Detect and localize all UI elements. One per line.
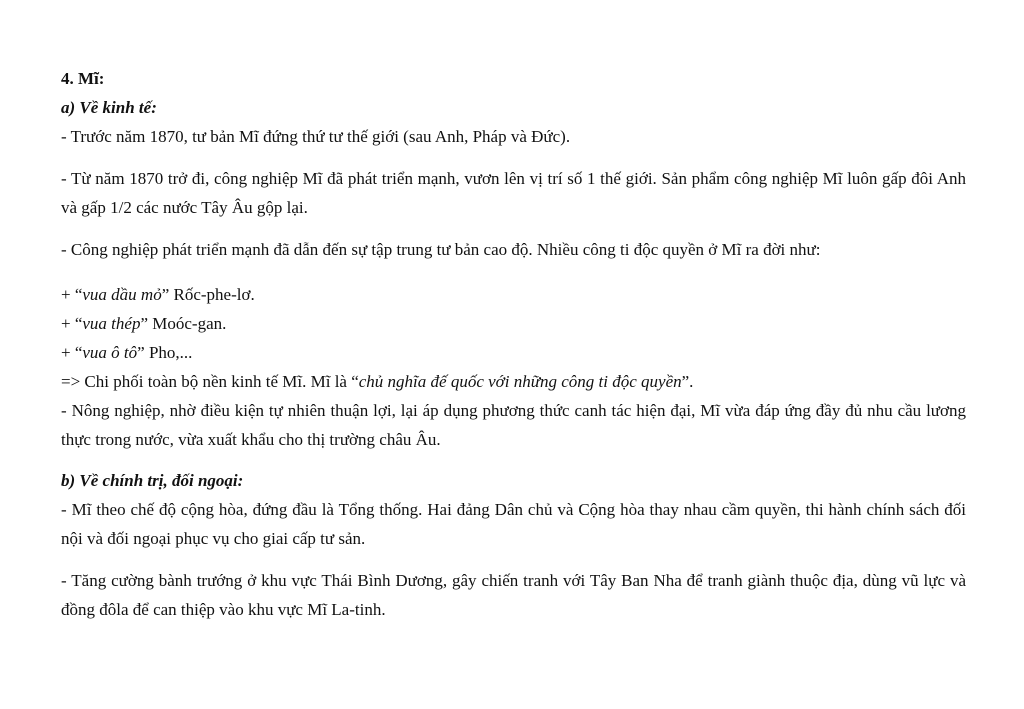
list-item-suffix: ” Moóc-gan. bbox=[140, 314, 227, 333]
monopoly-list bbox=[61, 280, 966, 367]
economy-conclusion bbox=[61, 367, 966, 396]
politics-paragraph-1: - Mĩ theo chế độ cộng hòa, đứng đầu là Tổng thống. Hai đảng Dân chủ và Cộng hòa thay nhau cầm quyền, thi hành chính sách đối nội và đối ngoại phục vụ cho giai cấp tư sản. bbox=[61, 500, 966, 548]
list-item-italic: vua dầu mỏ bbox=[82, 285, 162, 304]
list-item-prefix: + “ bbox=[61, 343, 83, 362]
economy-paragraph-3: - Công nghiệp phát triển mạnh đã dẫn đến sự tập trung tư bản cao độ. Nhiều công ti độc quyền ở Mĩ ra đời như: bbox=[61, 240, 821, 259]
politics-heading: b) Về chính trị, đối ngoại: bbox=[61, 471, 244, 490]
list-item bbox=[61, 280, 966, 309]
list-item-prefix: + “ bbox=[61, 314, 83, 333]
list-item-suffix: ” Rốc-phe-lơ. bbox=[161, 285, 255, 304]
section-title: 4. Mĩ: bbox=[61, 69, 105, 88]
list-item bbox=[61, 338, 966, 367]
conclusion-italic: chủ nghĩa đế quốc với những công ti độc quyền bbox=[358, 372, 682, 391]
conclusion-suffix: ”. bbox=[681, 372, 694, 391]
document-page bbox=[61, 64, 966, 624]
economy-paragraph-2: - Từ năm 1870 trở đi, công nghiệp Mĩ đã phát triển mạnh, vươn lên vị trí số 1 thế giới. Sản phẩm công nghiệp Mĩ luôn gấp đôi Anh và gấp 1/2 các nước Tây Âu gộp lại. bbox=[61, 169, 966, 217]
conclusion-prefix: => Chi phối toàn bộ nền kinh tế Mĩ. Mĩ là “ bbox=[61, 372, 359, 391]
economy-paragraph-4: - Nông nghiệp, nhờ điều kiện tự nhiên thuận lợi, lại áp dụng phương thức canh tác hiện đại, Mĩ vừa đáp ứng đầy đủ nhu cầu lương thực trong nước, vừa xuất khẩu cho thị trường châu Âu. bbox=[61, 401, 966, 449]
list-item bbox=[61, 309, 966, 338]
list-item-suffix: ” Pho,... bbox=[137, 343, 193, 362]
economy-paragraph-1: - Trước năm 1870, tư bản Mĩ đứng thứ tư thế giới (sau Anh, Pháp và Đức). bbox=[61, 127, 571, 146]
economy-heading: a) Về kinh tế: bbox=[61, 98, 157, 117]
list-item-italic: vua ô tô bbox=[82, 343, 138, 362]
list-item-prefix: + “ bbox=[61, 285, 83, 304]
list-item-italic: vua thép bbox=[82, 314, 141, 333]
politics-paragraph-2: - Tăng cường bành trướng ở khu vực Thái Bình Dương, gây chiến tranh với Tây Ban Nha để tranh giành thuộc địa, dùng vũ lực và đồng đôla để can thiệp vào khu vực Mĩ La-tinh. bbox=[61, 571, 966, 619]
